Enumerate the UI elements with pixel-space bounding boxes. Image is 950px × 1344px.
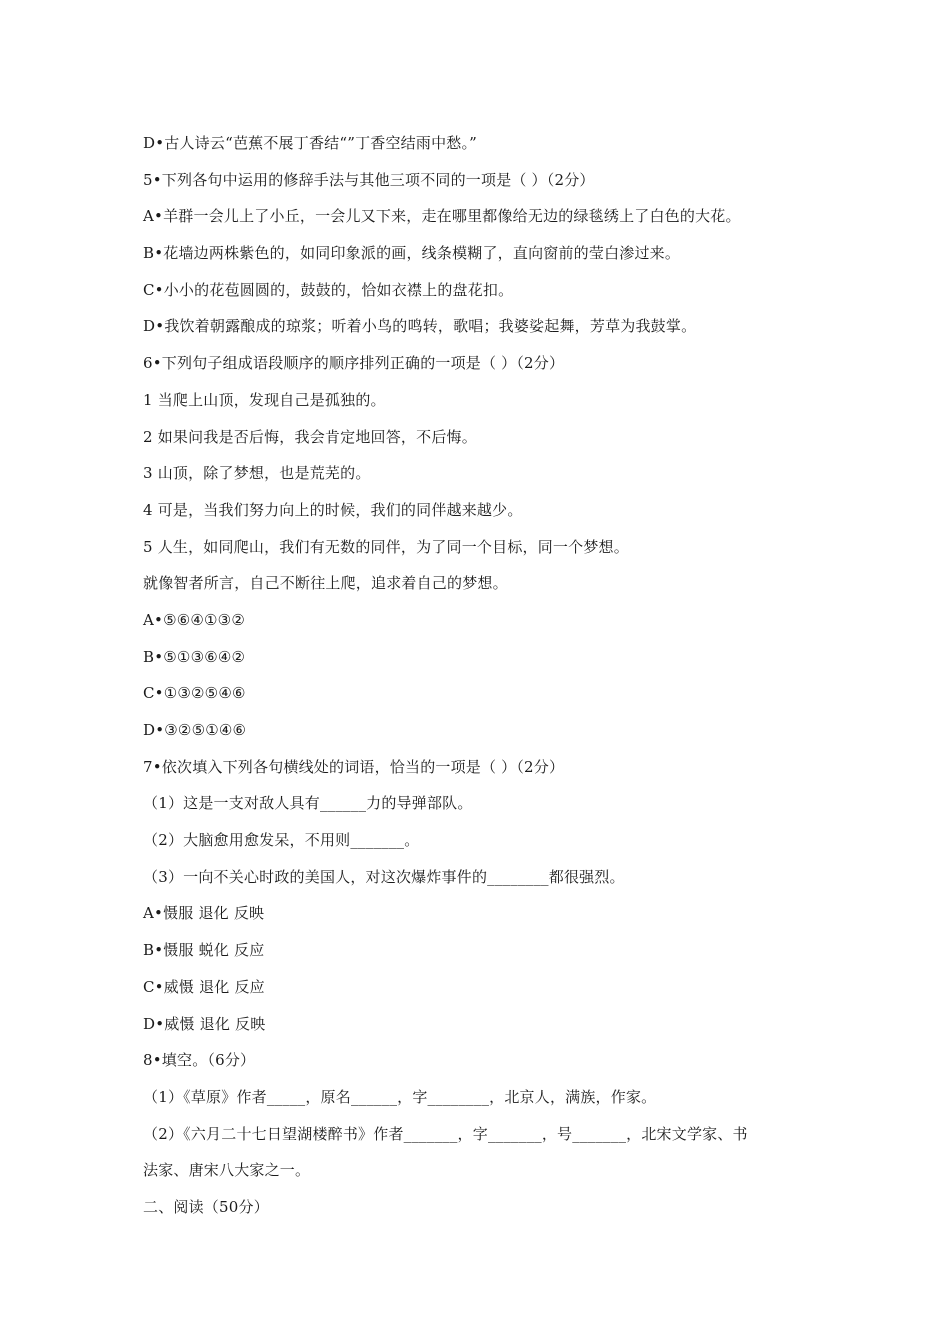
q7-item-2: （2）大脑愈用愈发呆，不用则_______。 xyxy=(143,831,420,850)
question-7: 7•依次填入下列各句横线处的词语，恰当的一项是（ ）（2分） xyxy=(143,757,565,776)
option-c-q5: C•小小的花苞圆圆的，鼓鼓的，恰如衣襟上的盘花扣。 xyxy=(143,280,514,299)
option-a-q6: A•⑤⑥④①③② xyxy=(143,610,245,629)
question-6: 6•下列句子组成语段顺序的顺序排列正确的一项是（ ）（2分） xyxy=(143,354,565,373)
option-b-q5: B•花墙边两株紫色的，如同印象派的画，线条模糊了，直向窗前的莹白渗过来。 xyxy=(143,244,681,263)
option-d-q6: D•③②⑤①④⑥ xyxy=(143,721,247,739)
option-a-q5: A•羊群一会儿上了小丘，一会儿又下来，走在哪里都像给无边的绿毯绣上了白色的大花。 xyxy=(143,207,741,226)
q8-item-2: （2）《六月二十七日望湖楼醉书》作者_______，字_______，号_______，北宋文学家、书 xyxy=(143,1124,748,1143)
option-d-q5: D•我饮着朝露酿成的琼浆；听着小鸟的鸣转，歌唱；我婆娑起舞，芳草为我鼓掌。 xyxy=(143,317,697,336)
q7-item-1: （1）这是一支对敌人具有______力的导弹部队。 xyxy=(143,794,473,813)
sentence-1: 1 当爬上山顶，发现自己是孤独的。 xyxy=(143,390,386,409)
option-d-q7: D•威慑 退化 反映 xyxy=(143,1014,266,1033)
sentence-4: 4 可是，当我们努力向上的时候，我们的同伴越来越少。 xyxy=(143,500,523,519)
sentence-2: 2 如果问我是否后悔，我会肯定地回答，不后悔。 xyxy=(143,427,477,446)
option-b-q6: B•⑤①③⑥④② xyxy=(143,647,246,666)
sentence-5: 5 人生，如同爬山，我们有无数的同伴，为了同一个目标，同一个梦想。 xyxy=(143,537,629,556)
document-body xyxy=(143,125,823,1226)
question-8: 8•填空。（6分） xyxy=(143,1051,256,1070)
option-b-q7: B•慑服 蜕化 反应 xyxy=(143,941,265,960)
section-heading-reading: 二、阅读（50分） xyxy=(143,1197,269,1216)
option-c-q7: C•威慑 退化 反应 xyxy=(143,977,265,996)
option-d-q4: D•古人诗云“芭蕉不展丁香结“”丁香空结雨中愁。” xyxy=(143,134,478,152)
q8-item-2-continued: 法家、唐宋八大家之一。 xyxy=(143,1161,311,1180)
option-a-q7: A•慑服 退化 反映 xyxy=(143,904,265,923)
sentence-6: 就像智者所言，自己不断往上爬，追求着自己的梦想。 xyxy=(143,574,508,593)
q7-item-3: （3）一向不关心时政的美国人，对这次爆炸事件的________都很强烈。 xyxy=(143,867,625,886)
option-c-q6: C•①③②⑤④⑥ xyxy=(143,684,246,703)
sentence-3: 3 山顶，除了梦想，也是荒芜的。 xyxy=(143,464,371,483)
question-5: 5•下列各句中运用的修辞手法与其他三项不同的一项是（ ）（2分） xyxy=(143,170,595,189)
q8-item-1: （1）《草原》作者_____，原名______，字________，北京人，满族，作家。 xyxy=(143,1087,657,1106)
